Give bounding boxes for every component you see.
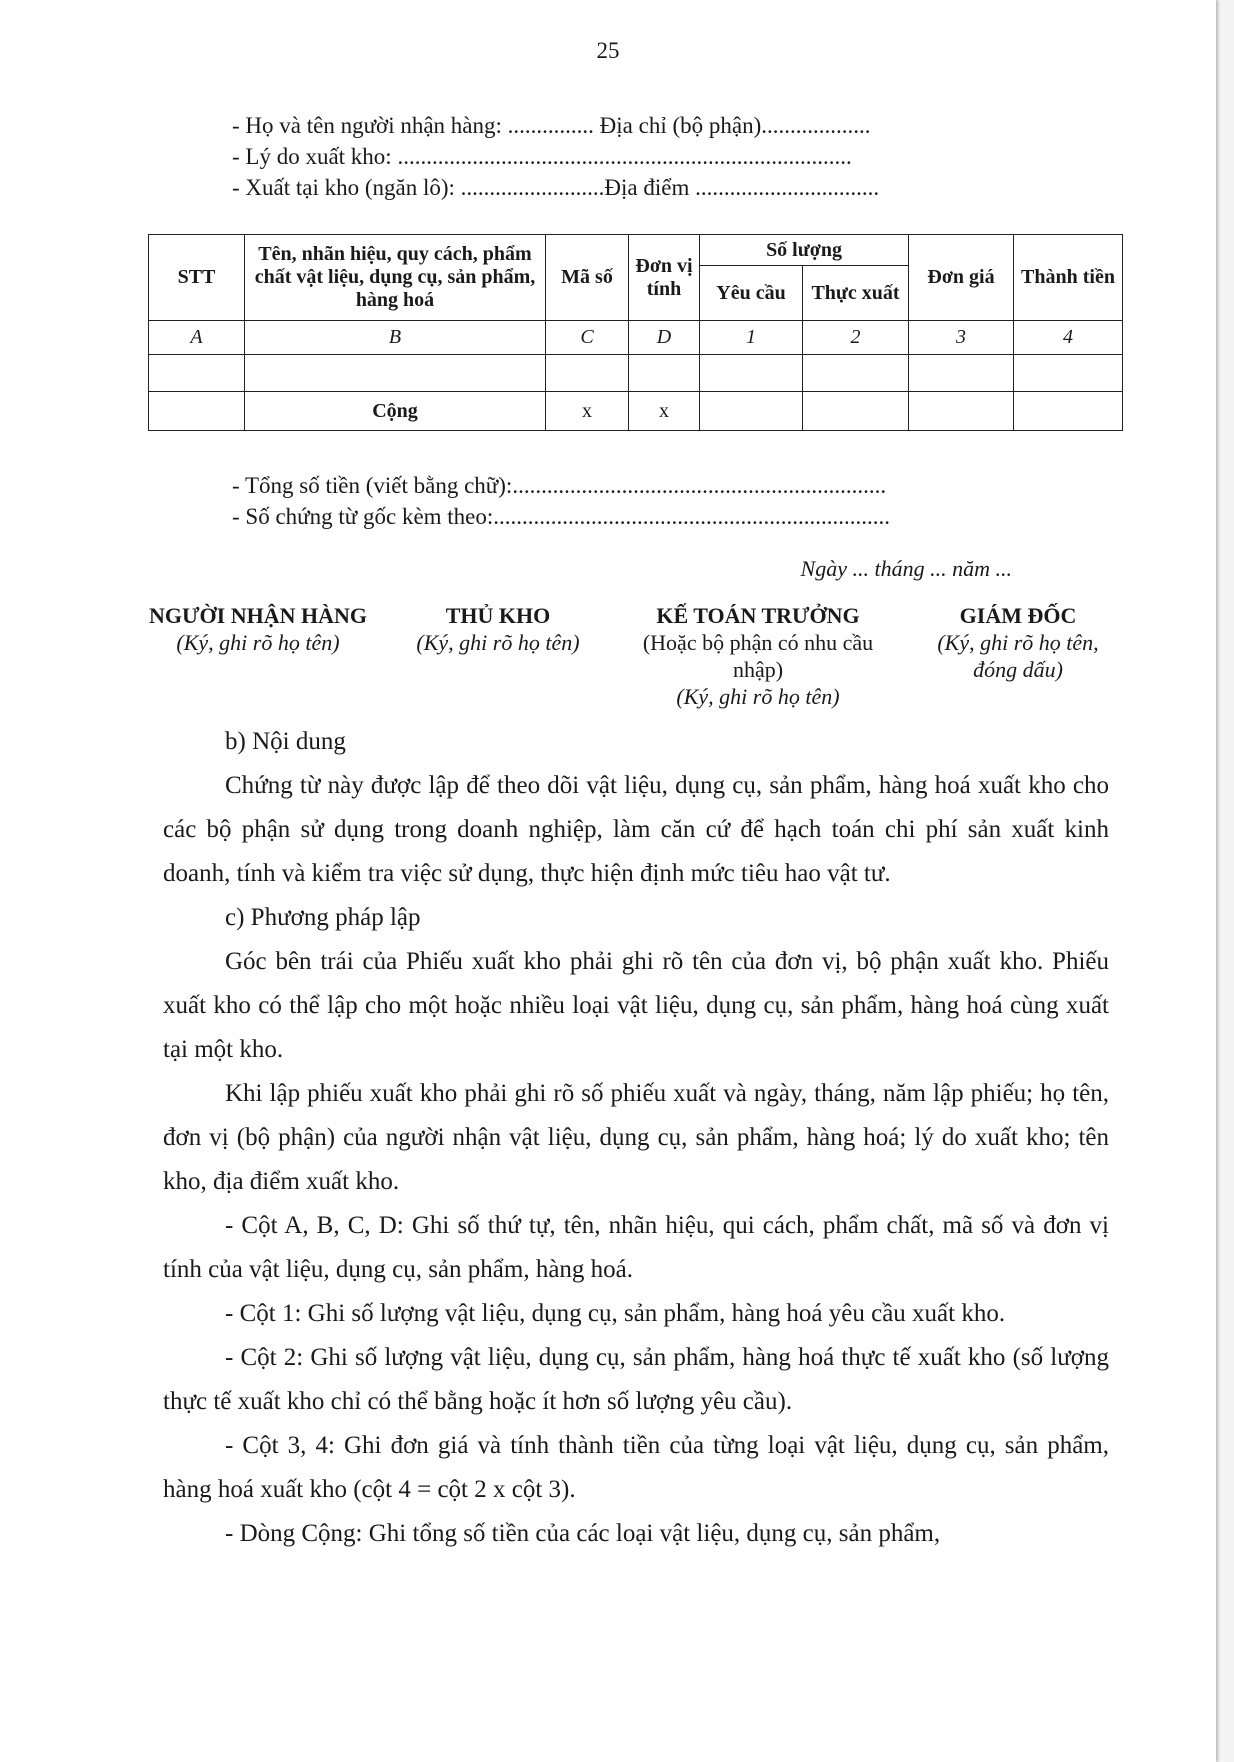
empty-cell: [149, 392, 245, 431]
after-table-lines: [232, 470, 890, 532]
empty-cell: [245, 355, 546, 392]
warehouse-line: - Xuất tại kho (ngăn lô): .........................Địa điểm ................................: [232, 175, 880, 200]
paragraph: Khi lập phiếu xuất kho phải ghi rõ số phiếu xuất và ngày, tháng, năm lập phiếu; họ tên, đơn vị (bộ phận) của người nhận vật liệu, dụng cụ, sản phẩm, hàng hoá; lý do xuất kho; tên kho, địa điểm xuất kho.: [163, 1080, 1109, 1195]
section-heading-b: b) Nội dung: [225, 728, 346, 755]
empty-cell: [700, 392, 803, 431]
empty-cell: [149, 355, 245, 392]
signature-role: KẾ TOÁN TRƯỞNG: [656, 603, 860, 628]
header-item-name: Tên, nhãn hiệu, quy cách, phẩm chất vật liệu, dụng cụ, sản phẩm, hàng hoá: [245, 235, 546, 321]
column-letter: A: [149, 321, 245, 355]
table-row: [149, 355, 1123, 392]
column-letter: B: [245, 321, 546, 355]
header-amount: Thành tiền: [1014, 235, 1123, 321]
total-label: Cộng: [245, 392, 546, 431]
column-letter: D: [629, 321, 700, 355]
paragraph: Chứng từ này được lập để theo dõi vật liệu, dụng cụ, sản phẩm, hàng hoá xuất kho cho các bộ phận sử dụng trong doanh nghiệp, làm căn cứ để hạch toán chi phí sản xuất kinh doanh, tính và kiểm tra việc sử dụng, thực hiện định mức tiêu hao vật tư.: [163, 772, 1109, 887]
section-heading-c: c) Phương pháp lập: [225, 904, 421, 931]
header-actual: Thực xuất: [803, 266, 909, 321]
signature-note: (Ký, ghi rõ họ tên, đóng dấu): [937, 630, 1099, 682]
total-unit-mark: x: [629, 392, 700, 431]
header-requested: Yêu cầu: [700, 266, 803, 321]
header-unit-price: Đơn giá: [909, 235, 1014, 321]
signature-role: NGƯỜI NHẬN HÀNG: [149, 603, 367, 628]
signature-note: (Ký, ghi rõ họ tên): [416, 630, 580, 655]
paragraph: - Cột 1: Ghi số lượng vật liệu, dụng cụ, sản phẩm, hàng hoá yêu cầu xuất kho.: [225, 1300, 1006, 1327]
signature-chief-accountant: [628, 602, 888, 710]
signature-storekeeper: [398, 602, 598, 710]
header-unit: Đơn vị tính: [629, 235, 700, 321]
body-text: [163, 720, 1109, 1556]
total-row: [149, 392, 1123, 431]
empty-cell: [629, 355, 700, 392]
empty-cell: [1014, 355, 1123, 392]
paragraph: - Cột 3, 4: Ghi đơn giá và tính thành tiền của từng loại vật liệu, dụng cụ, sản phẩm, hàng hoá xuất kho (cột 4 = cột 2 x cột 3).: [163, 1432, 1109, 1503]
empty-cell: [1014, 392, 1123, 431]
total-amount-in-words-line: - Tổng số tiền (viết bằng chữ):.................................................................: [232, 473, 887, 498]
paragraph: - Cột A, B, C, D: Ghi số thứ tự, tên, nhãn hiệu, qui cách, phẩm chất, mã số và đơn vị tính của vật liệu, dụng cụ, sản phẩm, hàng hoá.: [163, 1212, 1109, 1283]
total-code-mark: x: [546, 392, 629, 431]
form-field-lines: [232, 110, 879, 203]
empty-cell: [909, 355, 1014, 392]
table-header-row: [149, 235, 1123, 266]
paragraph: - Dòng Cộng: Ghi tổng số tiền của các loại vật liệu, dụng cụ, sản phẩm,: [225, 1520, 941, 1547]
signature-director: [918, 602, 1118, 710]
empty-cell: [546, 355, 629, 392]
header-quantity: Số lượng: [700, 235, 909, 266]
signature-role: GIÁM ĐỐC: [959, 603, 1077, 628]
column-letter: 2: [803, 321, 909, 355]
empty-cell: [700, 355, 803, 392]
attached-documents-line: - Số chứng từ gốc kèm theo:.....................................................................: [232, 504, 891, 529]
reason-line: - Lý do xuất kho: ...............................................................................: [232, 144, 852, 169]
column-letter: 4: [1014, 321, 1123, 355]
signature-block: [148, 602, 1118, 710]
signature-note: (Ký, ghi rõ họ tên): [176, 630, 340, 655]
column-letter: 1: [700, 321, 803, 355]
paragraph: - Cột 2: Ghi số lượng vật liệu, dụng cụ, sản phẩm, hàng hoá thực tế xuất kho (số lượng thực tế xuất kho chỉ có thể bằng hoặc ít hơn số lượng yêu cầu).: [163, 1344, 1109, 1415]
issue-voucher-table: [148, 234, 1123, 431]
signature-note: (Ký, ghi rõ họ tên): [676, 684, 840, 709]
page-number: 25: [596, 38, 620, 63]
header-stt: STT: [149, 235, 245, 321]
empty-cell: [803, 355, 909, 392]
signature-role: THỦ KHO: [445, 603, 551, 628]
column-letters-row: [149, 321, 1123, 355]
empty-cell: [803, 392, 909, 431]
signature-recipient: [148, 602, 368, 710]
header-code: Mã số: [546, 235, 629, 321]
empty-cell: [909, 392, 1014, 431]
signature-subnote: (Hoặc bộ phận có nhu cầu nhập): [642, 630, 874, 682]
date-line: Ngày ... tháng ... năm ...: [800, 556, 1012, 581]
column-letter: C: [546, 321, 629, 355]
column-letter: 3: [909, 321, 1014, 355]
paragraph: Góc bên trái của Phiếu xuất kho phải ghi rõ tên của đơn vị, bộ phận xuất kho. Phiếu xuất kho có thể lập cho một hoặc nhiều loại vật liệu, dụng cụ, sản phẩm, hàng hoá cùng xuất tại một kho.: [163, 948, 1109, 1063]
recipient-name-line: - Họ và tên người nhận hàng: ............... Địa chỉ (bộ phận)...................: [232, 113, 871, 138]
